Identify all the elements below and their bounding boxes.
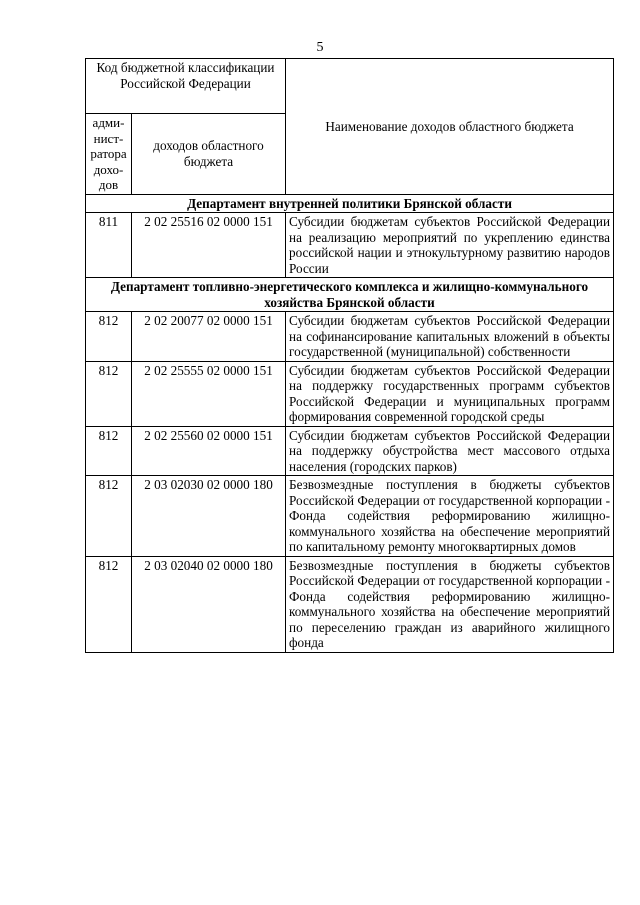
page-number: 5 xyxy=(316,40,324,55)
budget-code: 2 03 02040 02 0000 180 xyxy=(132,556,286,652)
budget-code: 2 02 25560 02 0000 151 xyxy=(132,426,286,476)
budget-code: 2 03 02030 02 0000 180 xyxy=(132,476,286,557)
section-title: Департамент внутренней политики Брянской области xyxy=(86,194,614,213)
budget-code: 2 02 20077 02 0000 151 xyxy=(132,312,286,362)
budget-classification-table xyxy=(85,58,614,653)
income-name: Субсидии бюджетам субъектов Российской Федерации на поддержку государственных программ субъектов Российской Федерации и муниципальных программ формирования современной городской среды xyxy=(286,361,614,426)
code-group-header: Код бюджетной классификации Российской Федерации xyxy=(86,59,286,114)
admin-code: 812 xyxy=(86,312,132,362)
income-name: Субсидии бюджетам субъектов Российской Федерации на поддержку обустройства мест массового отдыха населения (городских парков) xyxy=(286,426,614,476)
table-row xyxy=(86,312,614,362)
table-header-row xyxy=(86,59,614,114)
income-name: Безвозмездные поступления в бюджеты субъектов Российской Федерации от государственной корпорации - Фонда содействия реформированию жилищно-коммунального хозяйства на обеспечение мероприятий по капитальному ремонту многоквартирных домов xyxy=(286,476,614,557)
admin-code: 812 xyxy=(86,476,132,557)
admin-code: 812 xyxy=(86,426,132,476)
admin-code: 811 xyxy=(86,213,132,278)
table-row xyxy=(86,426,614,476)
income-header: доходов областного бюджета xyxy=(132,114,286,195)
income-name: Безвозмездные поступления в бюджеты субъектов Российской Федерации от государственной корпорации - Фонда содействия реформированию жилищно-коммунального хозяйства на обеспечение мероприятий по переселению граждан из аварийного жилищного фонда xyxy=(286,556,614,652)
name-header: Наименование доходов областного бюджета xyxy=(286,59,614,195)
budget-code: 2 02 25555 02 0000 151 xyxy=(132,361,286,426)
income-name: Субсидии бюджетам субъектов Российской Федерации на софинансирование капитальных вложений в объекты государственной (муниципальной) собственности xyxy=(286,312,614,362)
income-name: Субсидии бюджетам субъектов Российской Федерации на реализацию мероприятий по укреплению единства российской нации и этнокультурному развитию народов России xyxy=(286,213,614,278)
section-row xyxy=(86,278,614,312)
table-row xyxy=(86,476,614,557)
admin-header: адми-нист-ратора дохо-дов xyxy=(86,114,132,195)
table-row xyxy=(86,361,614,426)
table-row xyxy=(86,213,614,278)
section-row xyxy=(86,194,614,213)
admin-code: 812 xyxy=(86,361,132,426)
table-row xyxy=(86,556,614,652)
section-title: Департамент топливно-энергетического комплекса и жилищно-коммунального хозяйства Брянской области xyxy=(86,278,614,312)
admin-code: 812 xyxy=(86,556,132,652)
budget-code: 2 02 25516 02 0000 151 xyxy=(132,213,286,278)
